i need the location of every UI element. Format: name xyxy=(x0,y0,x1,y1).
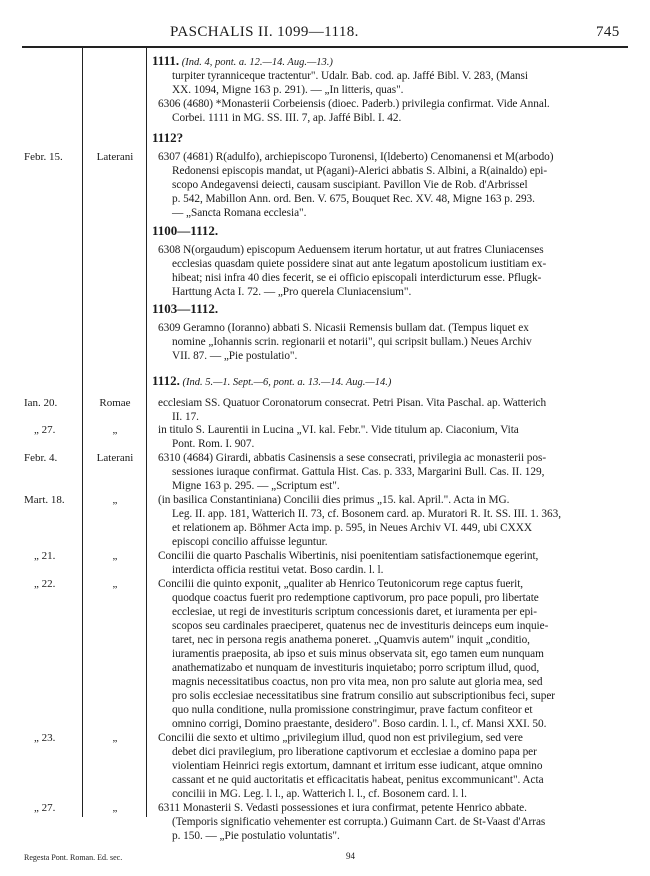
entry-date: Ian. 20. xyxy=(24,397,58,409)
entry-line: quodque coactus fuerit pro redemptione captivorum, pro pace populi, pro libertate xyxy=(172,592,539,604)
entry-line: 6310 (4684) Girardi, abbatis Casinensis a sese consecrati, privilegia ac monasterii pos- xyxy=(158,452,547,464)
entry-line: episcopi concilio affuisse leguntur. xyxy=(172,536,328,548)
entry-line: Corbei. 1111 in MG. SS. III. 7, ap. Jaffé Bibl. I. 42. xyxy=(172,112,402,124)
entry-place: „ xyxy=(112,494,118,506)
entry-line: iuramentis praeposita, ab ipso et suis minus observata sit, ego tamen eum nunquam xyxy=(172,648,544,660)
header-rule xyxy=(22,46,628,48)
entry-line: hibeat; nisi infra 40 dies fecerit, se ei officio episcopali interdicturum esse. Pflugk- xyxy=(172,272,542,284)
entry-place: „ xyxy=(112,550,118,562)
entry-line: II. 17. xyxy=(172,411,199,423)
running-title: PASCHALIS II. 1099—1118. xyxy=(170,24,359,40)
entry-date: „ 23. xyxy=(34,732,56,744)
entry-line: Concilii die quinto exponit, „qualiter ab Henrico Teutonicorum rege captus fuerit, xyxy=(158,578,524,590)
entry-line: turpiter tyranniceque tractentur". Udalr. Bab. cod. ap. Jaffé Bibl. V. 283, (Mansi xyxy=(172,70,528,82)
entry-date: „ 21. xyxy=(34,550,56,562)
entry-date: Febr. 4. xyxy=(24,452,58,464)
entry-place: Laterani xyxy=(96,151,134,163)
entry-place: „ xyxy=(112,578,118,590)
entry-line: in titulo S. Laurentii in Lucina „VI. kal. Febr.". Vide titulum ap. Ciaconium, Vita xyxy=(158,424,519,436)
entry-line: Concilii die sexto et ultimo „privilegium illud, quod non est privilegium, sed vere xyxy=(158,732,523,744)
entry-line: 6308 N(orgaudum) episcopum Aeduensem iterum hortatur, ut aut fratres Cluniacenses xyxy=(158,244,544,256)
entry-line: ecclesiae, ut regi de investituris scriptum concessionis daret, et iuramenta per epi- xyxy=(172,606,537,618)
section-heading-1100-1112: 1100—1112. xyxy=(152,223,219,238)
entry-line: (Temporis significatio vehementer est corrupta.) Guimann Cart. de St-Vaast d'Arras xyxy=(172,816,546,828)
entry-line: p. 542, Mabillon Ann. ord. Ben. V. 675, Bouquet Rec. XV. 48, Migne 163 p. 293. xyxy=(172,193,535,205)
entry-line: debet dici pravilegium, pro liberatione captivorum et ecclesiae a domino papa per xyxy=(172,746,537,758)
entry-line: 6306 (4680) *Monasterii Corbeiensis (dioec. Paderb.) privilegia confirmat. Vide Annal. xyxy=(158,98,550,110)
section-heading-1111: 1111. (Ind. 4, pont. a. 12.—14. Aug.—13.) xyxy=(152,53,333,68)
entry-line: violentiam Heinrici regis extortum, damnant et irritum esse iudicant, atque omnino xyxy=(172,760,543,772)
entry-line: 6311 Monasterii S. Vedasti possessiones et iura confirmat, petente Henrico abbate. xyxy=(158,802,527,814)
entry-line: nomine „Iohannis scrin. regionarii et notarii", qui scripsit bullam.) Neues Archiv xyxy=(172,336,532,348)
column-divider-right xyxy=(146,47,147,817)
entry-line: VII. 87. — „Pie postulatio". xyxy=(172,350,298,362)
entry-line: sessiones iuraque confirmat. Gattula Hist. Cas. p. 333, Margarini Bull. Cas. II. 129, xyxy=(172,466,545,478)
entry-line: cassant et ne quid auctoritatis et efficacitatis habeat, penitus excommunicant". Acta xyxy=(172,774,544,786)
section-heading-1103-1112: 1103—1112. xyxy=(152,301,219,316)
entry-line: scopos seu cardinales praeciperet, quatenus nec de investituris deinceps eum inquie- xyxy=(172,620,549,632)
entry-line: ecclesiam SS. Quatuor Coronatorum consecrat. Petri Pisan. Vita Paschal. ap. Watterich xyxy=(158,397,547,409)
entry-place: „ xyxy=(112,424,118,436)
entry-line: (in basilica Constantiniana) Concilii dies primus „15. kal. April.". Acta in MG. xyxy=(158,494,510,506)
entry-line: — „Sancta Romana ecclesia". xyxy=(172,207,307,219)
entry-line: anathematizabo et nunquam de investituris inquietabo; porro scriptum illud, quod, xyxy=(172,662,540,674)
entry-line: magnis necessitatibus coactus, non pro vita mea, non pro salute aut gloria mea, sed xyxy=(172,676,543,688)
entry-line: interdicta officia restitui vetat. Boso cardin. l. l. xyxy=(172,564,384,576)
entry-line: Pont. Rom. I. 907. xyxy=(172,438,255,450)
entry-date: „ 27. xyxy=(34,802,56,814)
entry-line: et relationem ap. Böhmer Acta imp. p. 595, in Neues Archiv VI. 449, ubi CXXX xyxy=(172,522,532,534)
entry-place: Romae xyxy=(99,397,131,409)
entry-line: taret, nec in persona regis anathema poneret. „Quamvis autem" inquit „conditio, xyxy=(172,634,530,646)
entry-date: „ 27. xyxy=(34,424,56,436)
entry-place: Laterani xyxy=(96,452,134,464)
section-heading-1112q: 1112? xyxy=(152,130,184,145)
entry-line: quo nulla conditione, nulla promissione constringimur, prave factum confiteor et xyxy=(172,704,533,716)
footer-imprint: Regesta Pont. Roman. Ed. sec. xyxy=(24,853,123,862)
page-number: 745 xyxy=(596,24,620,40)
entry-date: Febr. 15. xyxy=(24,151,63,163)
entry-line: ecclesias quasdam quiete possidere sinat aut ante legatum apostolicum iustitiam ex- xyxy=(172,258,547,270)
entry-line: scopo Andegavensi deiecti, causam suscipiant. Pavillon Vie de Rob. d'Arbrissel xyxy=(172,179,528,191)
entry-line: Leg. II. app. 181, Watterich II. 73, cf. Bosonem card. ap. Muratori R. It. SS. III. 1. 363, xyxy=(172,508,562,520)
entry-line: 6307 (4681) R(adulfo), archiepiscopo Turonensi, I(ldeberto) Cenomanensi et M(arbodo) xyxy=(158,151,554,163)
entry-line: concilii in MG. Leg. l. l., ap. Watterich l. l., cf. Bosonem card. l. l. xyxy=(172,788,467,800)
entry-place: „ xyxy=(112,802,118,814)
entry-line: Harttung Acta I. 72. — „Pro querela Cluniacensium". xyxy=(172,286,412,298)
section-heading-1112: 1112. (Ind. 5.—1. Sept.—6, pont. a. 13.—14. Aug.—14.) xyxy=(152,373,392,388)
entry-date: „ 22. xyxy=(34,578,56,590)
entry-line: Redonensi episcopis mandat, ut P(agani)-Alerici abbatis S. Albini, a R(ainaldo) epi- xyxy=(172,165,548,177)
entry-line: Concilii die quarto Paschalis Wibertinis, nisi poenitentiam satisfactionemque egerint, xyxy=(158,550,539,562)
entry-place: „ xyxy=(112,732,118,744)
entry-line: p. 150. — „Pie postulatio voluntatis". xyxy=(172,830,340,842)
entry-date: Mart. 18. xyxy=(24,494,65,506)
signature-mark: 94 xyxy=(346,851,355,861)
entry-line: XX. 1094, Migne 163 p. 291). — „In litteris, quas". xyxy=(172,84,404,96)
entry-line: omnino corrigi, Domino praestante, desidero". Boso cardin. l. l., cf. Mansi XXI. 50. xyxy=(172,718,547,730)
entry-line: pro solis ecclesiae necessitatibus sine fratrum consilio aut subscriptionibus feci, super xyxy=(172,690,555,702)
entry-line: Migne 163 p. 295. — „Scriptum est". xyxy=(172,480,340,492)
entry-line: 6309 Geramno (Ioranno) abbati S. Nicasii Remensis bullam dat. (Tempus liquet ex xyxy=(158,322,529,334)
